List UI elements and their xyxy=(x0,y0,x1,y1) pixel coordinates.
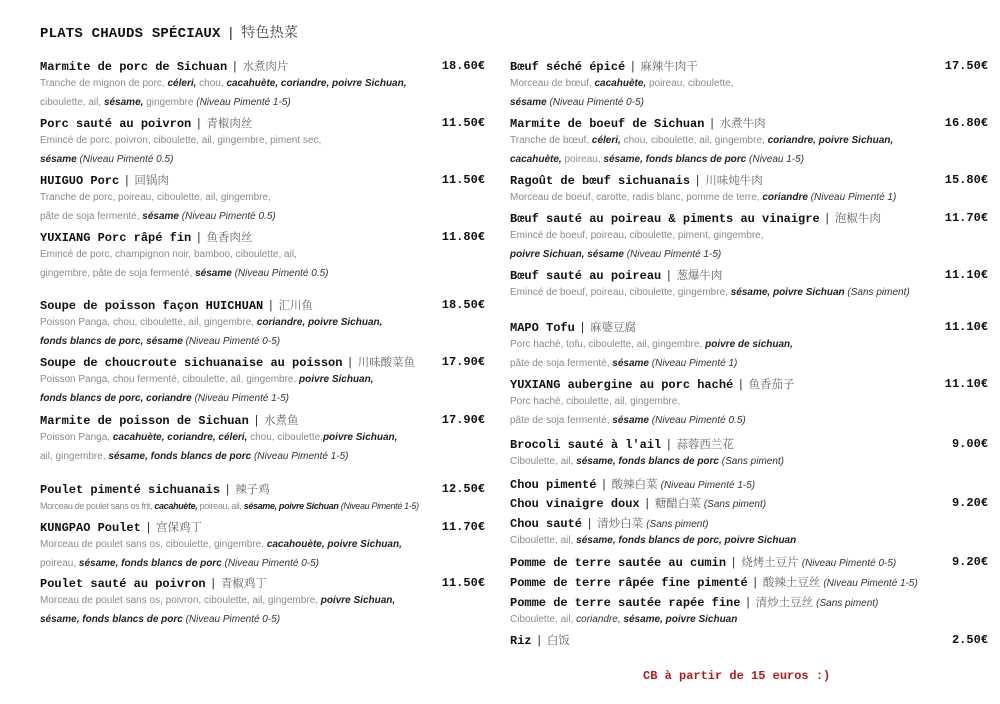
allergen-text: poivre Sichuan, xyxy=(322,432,398,443)
allergen-text: sésame, fonds blancs de porc xyxy=(603,154,747,165)
dish-separator: | xyxy=(643,497,651,511)
allergen-text: cacahuète, coriandre, céleri, xyxy=(112,432,248,443)
spice-level-text: (Niveau Pimenté 1-5) xyxy=(251,451,349,462)
dish-description xyxy=(510,415,746,426)
menu-item-name-line xyxy=(40,354,415,370)
ingredient-text: Emincé de boeuf, poireau, ciboulette, piment, gingembre, xyxy=(510,230,764,241)
dish-price: 11.10€ xyxy=(944,320,988,334)
allergen-text: cacahuète, coriandre, poivre Sichuan, xyxy=(226,78,407,89)
allergen-text: sésame, fonds blancs de porc, poivre Sichuan xyxy=(576,535,797,546)
ingredient-text: Emincé de boeuf, poireau, ciboulette, gingembre, xyxy=(510,287,731,298)
menu-item-name-line xyxy=(40,481,270,497)
dish-description xyxy=(510,135,893,146)
menu-item-name-line xyxy=(510,515,708,531)
menu-item-name-line xyxy=(40,172,169,188)
ingredient-text: Morceau de bœuf, xyxy=(510,78,595,89)
dish-description xyxy=(40,451,348,462)
dish-description xyxy=(40,539,402,550)
dish-price: 11.50€ xyxy=(441,576,485,590)
menu-item-name-line xyxy=(510,267,722,283)
menu-item-name-line xyxy=(510,210,881,226)
ingredient-text: Morceau de poulet sans os frit, xyxy=(40,501,155,511)
dish-separator: | xyxy=(144,521,153,535)
dish-name-fr: Ragoût de bœuf sichuanais xyxy=(510,174,691,188)
allergen-text: fonds blancs de porc, coriandre xyxy=(40,393,192,404)
dish-description xyxy=(510,535,796,546)
spice-level-text: coriandre, xyxy=(576,614,624,625)
dish-separator: | xyxy=(694,174,702,188)
dish-price: 16.80€ xyxy=(944,116,988,130)
dish-price: 17.90€ xyxy=(441,413,485,427)
dish-description xyxy=(40,154,173,165)
menu-item-name-line xyxy=(510,172,763,188)
ingredient-text: Ciboulette, ail, xyxy=(510,535,577,546)
ingredient-text: Porc haché, ciboulette, ail, gingembre, xyxy=(510,396,681,407)
spice-level-text: (Niveau Pimenté 1-5) xyxy=(623,249,722,260)
dish-separator: | xyxy=(195,231,203,245)
dish-name-cn: 麻辣牛肉干 xyxy=(640,59,698,73)
dish-description xyxy=(510,97,644,108)
spice-level-note: (Niveau Pimenté 1-5) xyxy=(660,480,756,491)
menu-item-name-line xyxy=(510,632,570,648)
dish-name-cn: 酸辣白菜 xyxy=(611,477,658,491)
spice-level-text: (Niveau Pimenté 0-5) xyxy=(546,97,644,108)
dish-description xyxy=(40,374,374,385)
dish-name-fr: Bœuf sauté au poireau & piments au vinaigre xyxy=(510,212,820,226)
dish-separator: | xyxy=(252,414,261,428)
dish-description xyxy=(510,78,733,89)
menu-item-name-line xyxy=(510,319,636,335)
dish-name-fr: Marmite de porc de Sichuan xyxy=(40,60,228,74)
allergen-text: sésame xyxy=(142,211,179,222)
dish-name-cn: 糖醋白菜 xyxy=(654,496,701,510)
dish-description xyxy=(40,97,291,108)
ingredient-text: Tranche de porc, poireau, ciboulette, ail, gingembre, xyxy=(40,192,271,203)
dish-description xyxy=(510,287,910,298)
dish-name-cn: 宫保鸡丁 xyxy=(156,520,203,534)
allergen-text: sésame, xyxy=(103,97,144,108)
allergen-text: sésame, fonds blancs de porc xyxy=(108,451,252,462)
allergen-text: cacahuète, xyxy=(154,501,198,511)
dish-price: 17.50€ xyxy=(944,59,988,73)
dish-name-cn: 回锅肉 xyxy=(134,173,169,187)
ingredient-text: poireau, xyxy=(40,558,79,569)
allergen-text: sésame, fonds blancs de porc xyxy=(40,614,183,625)
dish-name-cn: 清炒土豆丝 xyxy=(755,595,814,609)
dish-price: 11.70€ xyxy=(944,211,988,225)
dish-separator: | xyxy=(578,321,587,335)
menu-item-name-line xyxy=(40,519,202,535)
dish-separator: | xyxy=(231,60,239,74)
ingredient-text: Poisson Panga, chou, ciboulette, ail, gingembre, xyxy=(40,317,257,328)
dish-price: 11.10€ xyxy=(944,268,988,282)
dish-separator: | xyxy=(209,577,217,591)
dish-description xyxy=(510,230,764,241)
dish-description xyxy=(510,192,896,203)
dish-description xyxy=(40,135,321,146)
menu-item-name-line xyxy=(510,476,755,492)
spice-level-note: (Sans piment) xyxy=(816,598,879,609)
spice-level-text: (Sans piment) xyxy=(718,456,785,467)
allergen-text: sésame, poivre Sichuan xyxy=(243,501,339,511)
spice-level-text: (Niveau Pimenté 1-5) xyxy=(191,393,289,404)
dish-price: 11.80€ xyxy=(441,230,485,244)
payment-note: CB à partir de 15 euros :) xyxy=(643,669,831,683)
menu-item-name-line xyxy=(40,58,288,74)
menu-section-title xyxy=(40,22,298,42)
dish-name-cn: 水煮肉片 xyxy=(242,59,289,73)
dish-description xyxy=(40,317,382,328)
ingredient-text: chou, ciboulette, ail, gingembre, xyxy=(620,135,768,146)
dish-name-cn: 汇川鱼 xyxy=(278,298,313,312)
allergen-text: cacahouète, poivre Sichuan, xyxy=(266,539,402,550)
ingredient-text: pâte de soja fermenté, xyxy=(510,358,613,369)
dish-price: 11.70€ xyxy=(441,520,485,534)
dish-name-fr: Soupe de poisson façon HUICHUAN xyxy=(40,299,264,313)
ingredient-text: chou, ciboulette, xyxy=(247,432,323,443)
menu-item-name-line xyxy=(40,297,313,313)
dish-separator: | xyxy=(535,634,543,648)
dish-separator: | xyxy=(665,438,673,452)
dish-price: 12.50€ xyxy=(441,482,485,496)
allergen-text: sésame, fonds blancs de porc xyxy=(78,558,222,569)
dish-separator: | xyxy=(195,117,203,131)
dish-name-fr: Pomme de terre râpée fine pimenté xyxy=(510,576,748,590)
menu-item-name-line xyxy=(510,594,878,610)
allergen-text: cacahuète, xyxy=(510,154,562,165)
dish-description xyxy=(510,339,793,350)
dish-separator: | xyxy=(224,483,232,497)
allergen-text: sésame, poivre Sichuan xyxy=(623,614,738,625)
dish-name-cn: 水煮牛肉 xyxy=(719,116,766,130)
dish-name-fr: Poulet sauté au poivron xyxy=(40,577,206,591)
ingredient-text: Tranche de mignon de porc, xyxy=(40,78,168,89)
dish-name-fr: MAPO Tofu xyxy=(510,321,575,335)
allergen-text: céleri, xyxy=(591,135,621,146)
dish-name-cn: 辣子鸡 xyxy=(235,482,270,496)
dish-description xyxy=(510,396,680,407)
ingredient-text: Morceau de poulet sans os, poivron, ciboulette, ail, gingembre, xyxy=(40,595,321,606)
dish-name-cn: 葱爆牛肉 xyxy=(676,268,723,282)
dish-name-cn: 泡椒牛肉 xyxy=(834,211,881,225)
dish-name-cn: 酸辣土豆丝 xyxy=(762,575,821,589)
dish-description xyxy=(40,78,407,89)
allergen-text: sésame xyxy=(612,415,649,426)
dish-name-cn: 青椒鸡丁 xyxy=(220,576,267,590)
allergen-text: coriandre xyxy=(762,192,808,203)
dish-description xyxy=(40,249,297,260)
ingredient-text: Emincé de porc, champignon noir, bamboo, ciboulette, ail, xyxy=(40,249,297,260)
dish-description xyxy=(40,614,280,625)
menu-item-name-line xyxy=(40,115,252,131)
dish-name-fr: Bœuf séché épicé xyxy=(510,60,626,74)
dish-name-fr: Riz xyxy=(510,634,532,648)
allergen-text: poivre de sichuan, xyxy=(705,339,793,350)
spice-level-text: (Niveau Pimenté 0.5) xyxy=(649,415,746,426)
allergen-text: coriandre, poivre Sichuan, xyxy=(256,317,383,328)
dish-name-fr: Pomme de terre sautée au cumin xyxy=(510,556,727,570)
spice-level-text: (Niveau 1-5) xyxy=(746,154,805,165)
menu-item-name-line xyxy=(510,574,918,590)
dish-separator: | xyxy=(751,576,759,590)
dish-name-cn: 麻婆豆腐 xyxy=(590,320,637,334)
section-title-cn: 特色热菜 xyxy=(241,25,299,41)
allergen-text: poivre Sichuan, xyxy=(320,595,396,606)
allergen-text: fonds blancs de porc, sésame xyxy=(40,336,183,347)
dish-name-cn: 青椒肉丝 xyxy=(206,116,253,130)
dish-name-fr: Pomme de terre sautée rapée fine xyxy=(510,596,741,610)
ingredient-text: pâte de soja fermenté, xyxy=(40,211,143,222)
dish-name-fr: Marmite de poisson de Sichuan xyxy=(40,414,249,428)
dish-price: 18.60€ xyxy=(441,59,485,73)
dish-name-cn: 蒜蓉西兰花 xyxy=(676,437,734,451)
dish-separator: | xyxy=(744,596,752,610)
dish-description xyxy=(40,558,319,569)
dish-name-cn: 川味炖牛肉 xyxy=(705,173,763,187)
dish-name-fr: Brocoli sauté à l'ail xyxy=(510,438,662,452)
spice-level-text: (Niveau Pimenté 0.5) xyxy=(179,211,276,222)
dish-name-fr: Soupe de choucroute sichuanaise au poisson xyxy=(40,356,343,370)
ingredient-text: Ciboulette, ail, xyxy=(510,614,577,625)
dish-name-fr: Chou vinaigre doux xyxy=(510,497,640,511)
dish-separator: | xyxy=(586,517,594,531)
allergen-text: sésame xyxy=(195,268,232,279)
dish-separator: | xyxy=(600,478,608,492)
spice-level-text: (Niveau Pimenté 0.5) xyxy=(76,154,174,165)
menu-item-name-line xyxy=(510,436,734,452)
dish-price: 9.20€ xyxy=(951,496,988,510)
dish-separator: | xyxy=(267,299,275,313)
dish-name-fr: Porc sauté au poivron xyxy=(40,117,192,131)
dish-description xyxy=(510,154,804,165)
dish-price: 9.00€ xyxy=(951,437,988,451)
dish-price: 18.50€ xyxy=(441,298,485,312)
dish-description xyxy=(40,501,419,511)
dish-price: 9.20€ xyxy=(951,555,988,569)
dish-separator: | xyxy=(708,117,716,131)
spice-level-note: (Niveau Pimenté 1-5) xyxy=(823,578,918,589)
dish-description xyxy=(510,249,721,260)
menu-item-name-line xyxy=(510,115,766,131)
spice-level-text: (Niveau Pimenté 0-5) xyxy=(221,558,320,569)
ingredient-text: poireau, ciboulette, xyxy=(646,78,734,89)
dish-separator: | xyxy=(346,356,354,370)
dish-price: 11.50€ xyxy=(441,116,485,130)
spice-level-note: (Niveau Pimenté 0-5) xyxy=(801,558,897,569)
section-title-fr: PLATS CHAUDS SPÉCIAUX xyxy=(40,26,221,42)
dish-name-cn: 白饭 xyxy=(546,633,570,647)
menu-item-name-line xyxy=(40,229,252,245)
dish-separator: | xyxy=(823,212,831,226)
dish-name-fr: Chou sauté xyxy=(510,517,583,531)
dish-description xyxy=(40,393,289,404)
menu-item-name-line xyxy=(40,412,299,428)
ingredient-text: ciboulette, ail, xyxy=(40,97,104,108)
spice-level-text: (Niveau Pimenté 1) xyxy=(807,192,897,203)
menu-item-name-line xyxy=(510,554,896,570)
menu-item-name-line xyxy=(510,376,794,392)
dish-description xyxy=(40,268,329,279)
dish-description xyxy=(40,432,397,443)
dish-separator: | xyxy=(629,60,637,74)
dish-description xyxy=(510,614,737,625)
allergen-text: poivre Sichuan, xyxy=(299,374,374,385)
menu-item-name-line xyxy=(510,495,766,511)
dish-description xyxy=(40,595,395,606)
dish-name-fr: Chou pimenté xyxy=(510,478,597,492)
allergen-text: sésame xyxy=(612,358,649,369)
ingredient-text: pâte de soja fermenté, xyxy=(510,415,613,426)
dish-name-cn: 水煮鱼 xyxy=(264,413,299,427)
dish-price: 17.90€ xyxy=(441,355,485,369)
menu-item-name-line xyxy=(40,575,267,591)
menu-item-name-line xyxy=(510,58,698,74)
spice-level-text: (Niveau Pimenté 0.5) xyxy=(231,268,329,279)
dish-name-cn: 鱼香茄子 xyxy=(748,377,795,391)
spice-level-text: (Niveau Pimenté 1-5) xyxy=(338,501,419,511)
ingredient-text: Emincé de porc, poivron, ciboulette, ail, gingembre, piment sec, xyxy=(40,135,322,146)
dish-name-fr: Poulet pimenté sichuanais xyxy=(40,483,221,497)
dish-separator: | xyxy=(730,556,738,570)
dish-price: 11.50€ xyxy=(441,173,485,187)
ingredient-text: Poisson Panga, chou fermenté, ciboulette, ail, gingembre, xyxy=(40,374,300,385)
dish-name-cn: 鱼香肉丝 xyxy=(206,230,253,244)
allergen-text: sésame xyxy=(40,154,77,165)
ingredient-text: Tranche de bœuf, xyxy=(510,135,592,146)
spice-level-note: (Sans piment) xyxy=(703,499,767,510)
dish-name-cn: 川味酸菜鱼 xyxy=(357,355,416,369)
ingredient-text: poireau, ail, xyxy=(197,501,244,511)
dish-description xyxy=(40,211,276,222)
ingredient-text: gingembre, pâte de soja fermenté, xyxy=(40,268,196,279)
dish-description xyxy=(40,336,280,347)
spice-level-text: (Niveau Pimenté 1-5) xyxy=(196,97,291,108)
dish-name-fr: Bœuf sauté au poireau xyxy=(510,269,662,283)
allergen-text: sésame, fonds blancs de porc xyxy=(576,456,719,467)
ingredient-text: poireau, xyxy=(561,154,604,165)
allergen-text: cacahuète, xyxy=(594,78,647,89)
spice-level-text: (Niveau Pimenté 0-5) xyxy=(182,336,281,347)
dish-description xyxy=(510,456,784,467)
dish-separator: | xyxy=(665,269,673,283)
ingredient-text: chou, xyxy=(196,78,227,89)
dish-name-fr: KUNGPAO Poulet xyxy=(40,521,141,535)
ingredient-text: ail, gingembre, xyxy=(40,451,109,462)
dish-separator: | xyxy=(123,174,131,188)
allergen-text: poivre Sichuan, sésame xyxy=(510,249,624,260)
spice-level-text: (Niveau Pimenté 1) xyxy=(649,358,738,369)
ingredient-text: Morceau de boeuf, carotte, radis blanc, pomme de terre, xyxy=(510,192,763,203)
ingredient-text: Morceau de poulet sans os, ciboulette, gingembre, xyxy=(40,539,267,550)
dish-price: 2.50€ xyxy=(951,633,988,647)
dish-description xyxy=(40,192,271,203)
ingredient-text: gingembre xyxy=(143,97,197,108)
dish-price: 11.10€ xyxy=(944,377,988,391)
dish-name-cn: 清炒白菜 xyxy=(597,516,644,530)
ingredient-text: Ciboulette, ail, xyxy=(510,456,577,467)
spice-level-text: (Sans piment) xyxy=(844,287,910,298)
ingredient-text: Poisson Panga, xyxy=(40,432,113,443)
allergen-text: sésame xyxy=(510,97,547,108)
allergen-text: céleri, xyxy=(167,78,197,89)
spice-level-note: (Sans piment) xyxy=(646,519,709,530)
dish-name-cn: 烧烤土豆片 xyxy=(741,555,799,569)
ingredient-text: Porc haché, tofu, ciboulette, ail, gingembre, xyxy=(510,339,706,350)
title-separator: | xyxy=(226,26,236,42)
dish-separator: | xyxy=(737,378,745,392)
allergen-text: coriandre, poivre Sichuan, xyxy=(767,135,894,146)
dish-name-fr: YUXIANG aubergine au porc haché xyxy=(510,378,734,392)
dish-description xyxy=(510,358,737,369)
spice-level-text: (Niveau Pimenté 0-5) xyxy=(182,614,281,625)
allergen-text: sésame, poivre Sichuan xyxy=(730,287,845,298)
dish-name-fr: HUIGUO Porc xyxy=(40,174,120,188)
dish-name-fr: YUXIANG Porc râpé fin xyxy=(40,231,192,245)
dish-price: 15.80€ xyxy=(944,173,988,187)
dish-name-fr: Marmite de boeuf de Sichuan xyxy=(510,117,705,131)
